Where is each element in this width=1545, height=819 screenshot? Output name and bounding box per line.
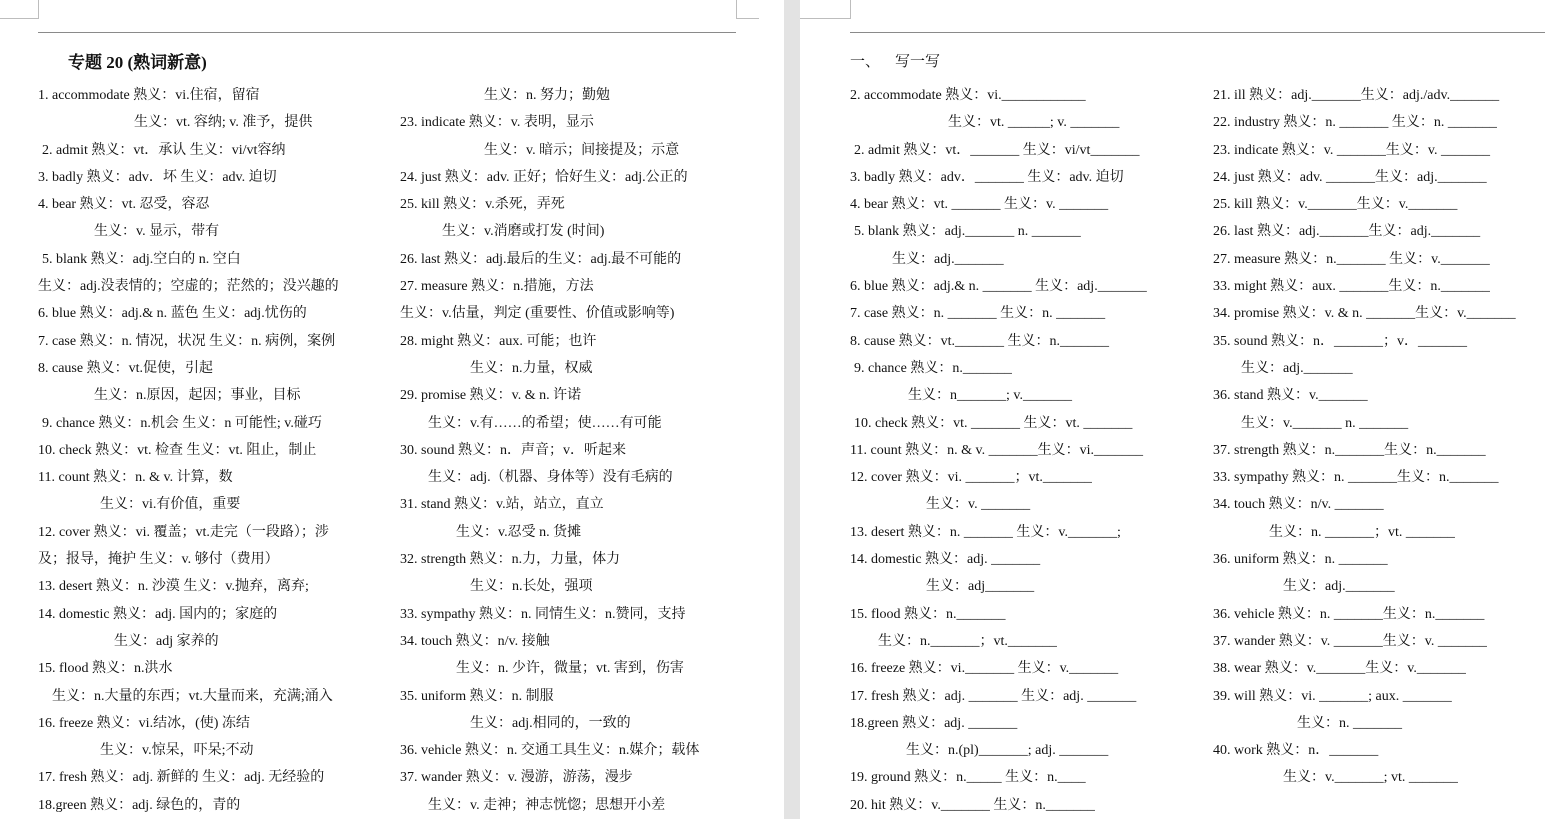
text-line: 生义：v.惊呆，吓呆;不动 xyxy=(100,743,254,759)
column-right-1 xyxy=(850,82,1210,819)
text-line: 28. might 熟义：aux. 可能；也许 xyxy=(400,333,597,349)
text-line: 生义：n. 努力；勤勉 xyxy=(484,88,610,103)
text-line: 23. indicate 熟义：v. 表明，显示 xyxy=(400,115,594,131)
text-line: 37. strength 熟义：n._______生义：n._______ xyxy=(1213,442,1486,458)
text-line: 生义：n.力量，权威 xyxy=(470,360,593,376)
text-line: 40. work 熟义：n．_______ xyxy=(1213,743,1379,759)
text-line: 17. fresh 熟义：adj. _______ 生义：adj. _______ xyxy=(850,688,1137,704)
text-line: 35. sound 熟义：n．_______；v．_______ xyxy=(1213,333,1467,349)
text-line: 6. blue 熟义：adj.& n. _______ 生义：adj._______ xyxy=(850,279,1147,295)
text-line: 生义：adj.相同的，一致的 xyxy=(470,715,631,731)
text-line: 3. badly 熟义：adv．_______ 生义：adv. 迫切 xyxy=(850,169,1124,185)
text-line: 25. kill 熟义：v.杀死，弄死 xyxy=(400,197,565,213)
text-line: 生义：adj._______ xyxy=(892,251,1004,267)
text-line: 生义：vt. 容纳; v. 准予，提供 xyxy=(134,115,313,131)
text-line: 33. might 熟义：aux. _______生义：n._______ xyxy=(1213,279,1490,295)
text-line: 生义：v.有……的希望；使……有可能 xyxy=(428,415,662,431)
text-line: 25. kill 熟义：v._______生义：v._______ xyxy=(1213,197,1458,213)
text-line: 生义：n.原因，起因；事业，目标 xyxy=(94,388,301,404)
header-rule xyxy=(38,32,736,33)
text-line: 2. admit 熟义：vt．承认 生义：vi/vt容纳 xyxy=(42,142,286,158)
text-line: 35. uniform 熟义：n. 制服 xyxy=(400,688,554,704)
column-left-2 xyxy=(400,82,780,819)
text-line: 2. accommodate 熟义：vi.____________ xyxy=(850,88,1086,103)
text-line: 生义：adj.（机器、身体等）没有毛病的 xyxy=(428,470,673,486)
text-line: 36. uniform 熟义：n. _______ xyxy=(1213,552,1388,568)
text-line: 生义：v. 走神；神志恍惚；思想开小差 xyxy=(428,797,666,813)
text-line: 23. indicate 熟义：v. _______生义：v. _______ xyxy=(1213,142,1490,158)
text-line: 2. admit 熟义：vt．_______ 生义：vi/vt_______ xyxy=(854,142,1140,158)
text-line: 36. vehicle 熟义：n. 交通工具生义：n.媒介；载体 xyxy=(400,743,700,759)
text-line: 22. industry 熟义：n. _______ 生义：n. _______ xyxy=(1213,115,1497,131)
text-line: 生义：adj._______ xyxy=(1241,360,1353,376)
text-line: 生义：v. 显示，带有 xyxy=(94,224,220,240)
text-line: 31. stand 熟义：v.站，站立，直立 xyxy=(400,497,604,513)
text-line: 14. domestic 熟义：adj. _______ xyxy=(850,552,1041,568)
section-title: 一、 写一写 xyxy=(850,54,941,70)
text-line: 生义：v. 暗示；间接提及；示意 xyxy=(484,142,680,158)
text-line: 生义：adj._______ xyxy=(1283,579,1395,595)
text-line: 生义：v. _______ xyxy=(926,497,1031,513)
text-line: 生义：n. _______ xyxy=(1297,715,1402,731)
text-line: 37. wander 熟义：v. _______生义：v. _______ xyxy=(1213,633,1487,649)
text-line: 18.green 熟义：adj. 绿色的，青的 xyxy=(38,797,241,813)
text-line: 生义：vt. ______; v. _______ xyxy=(948,115,1120,131)
text-line: 1. accommodate 熟义：vi.住宿，留宿 xyxy=(38,88,260,103)
text-line: 生义：n.(pl)_______; adj. _______ xyxy=(906,743,1109,759)
text-line: 36. stand 熟义：v._______ xyxy=(1213,388,1368,404)
text-line: 11. count 熟义：n. & v. 计算，数 xyxy=(38,470,233,486)
text-line: 32. strength 熟义：n.力，力量，体力 xyxy=(400,552,621,568)
text-line: 10. check 熟义：vt. 检查 生义：vt. 阻止，制止 xyxy=(38,442,317,458)
header-rule xyxy=(850,32,1545,33)
text-line: 7. case 熟义：n. 情况，状况 生义：n. 病例，案例 xyxy=(38,333,336,349)
text-line: 生义：n. _______；vt. _______ xyxy=(1269,524,1455,540)
text-line: 5. blank 熟义：adj._______ n. _______ xyxy=(854,224,1081,240)
text-line: 18.green 熟义：adj. _______ xyxy=(850,715,1018,731)
text-line: 12. cover 熟义：vi. 覆盖；vt.走完（一段路）；涉 xyxy=(38,524,329,540)
text-line: 15. flood 熟义：n.洪水 xyxy=(38,661,173,677)
page-title: 专题 20 (熟词新意) xyxy=(68,53,207,72)
text-line: 34. touch 熟义：n/v. 接触 xyxy=(400,633,550,649)
text-line: 生义：n.长处，强项 xyxy=(470,579,593,595)
text-line: 34. promise 熟义：v. & n. _______生义：v._______ xyxy=(1213,306,1516,322)
text-line: 4. bear 熟义：vt. 忍受，容忍 xyxy=(38,197,210,213)
text-line: 15. flood 熟义：n._______ xyxy=(850,606,1006,622)
text-line: 生义：adj 家养的 xyxy=(114,633,219,649)
text-line: 12. cover 熟义：vi. _______；vt._______ xyxy=(850,470,1092,486)
text-line: 11. count 熟义：n. & v. _______生义：vi._______ xyxy=(850,442,1143,458)
text-line: 8. cause 熟义：vt._______ 生义：n._______ xyxy=(850,333,1109,349)
text-line: 20. hit 熟义：v._______ 生义：n._______ xyxy=(850,797,1095,813)
text-line: 37. wander 熟义：v. 漫游，游荡，漫步 xyxy=(400,770,633,786)
text-line: 9. chance 熟义：n._______ xyxy=(854,360,1012,376)
text-line: 39. will 熟义：vi. _______; aux. _______ xyxy=(1213,688,1452,704)
text-line: 21. ill 熟义：adj._______生义：adj./adv._______ xyxy=(1213,88,1500,103)
text-line: 生义：adj.没表情的；空虚的；茫然的；没兴趣的 xyxy=(38,279,339,295)
text-line: 30. sound 熟义：n．声音；v．听起来 xyxy=(400,442,626,458)
text-line: 24. just 熟义：adv. _______生义：adj._______ xyxy=(1213,169,1487,185)
text-line: 生义：vi.有价值，重要 xyxy=(100,497,241,513)
text-line: 3. badly 熟义：adv．坏 生义：adv. 迫切 xyxy=(38,169,277,185)
text-line: 34. touch 熟义：n/v. _______ xyxy=(1213,497,1384,513)
column-right-2 xyxy=(1213,82,1545,792)
text-line: 27. measure 熟义：n._______ 生义：v._______ xyxy=(1213,251,1490,267)
text-line: 生义：v.估量，判定 (重要性、价值或影响等) xyxy=(400,306,675,322)
text-line: 4. bear 熟义：vt. _______ 生义：v. _______ xyxy=(850,197,1109,213)
text-line: 10. check 熟义：vt. _______ 生义：vt. _______ xyxy=(854,415,1133,431)
text-line: 13. desert 熟义：n. 沙漠 生义：v.抛弃，离弃; xyxy=(38,579,309,595)
text-line: 生义：n. 少许，微量；vt. 害到，伤害 xyxy=(456,661,684,677)
text-line: 27. measure 熟义：n.措施，方法 xyxy=(400,279,594,295)
text-line: 生义：v._______ n. _______ xyxy=(1241,415,1409,431)
text-line: 38. wear 熟义：v._______生义：v._______ xyxy=(1213,661,1466,677)
text-line: 26. last 熟义：adj._______生义：adj._______ xyxy=(1213,224,1481,240)
text-line: 生义：n._______；vt._______ xyxy=(878,633,1057,649)
text-line: 7. case 熟义：n. _______ 生义：n. _______ xyxy=(850,306,1106,322)
text-line: 生义：v.忍受 n. 货摊 xyxy=(456,524,582,540)
text-line: 24. just 熟义：adv. 正好；恰好生义：adj.公正的 xyxy=(400,169,688,185)
page-corner-mark xyxy=(0,0,39,19)
text-line: 生义：n.大量的东西；vt.大量而来，充满;涌入 xyxy=(52,688,333,704)
text-line: 及；报导，掩护 生义：v. 够付（费用） xyxy=(38,552,279,568)
text-line: 13. desert 熟义：n. _______ 生义：v._______; xyxy=(850,524,1121,540)
text-line: 36. vehicle 熟义：n. _______生义：n._______ xyxy=(1213,606,1485,622)
text-line: 19. ground 熟义：n._____ 生义：n.____ xyxy=(850,770,1086,786)
column-left-1 xyxy=(38,82,388,819)
text-line: 生义：adj_______ xyxy=(926,579,1035,595)
text-line: 33. sympathy 熟义：n. _______生义：n._______ xyxy=(1213,470,1499,486)
page-corner-mark xyxy=(800,0,851,19)
text-line: 16. freeze 熟义：vi._______ 生义：v._______ xyxy=(850,661,1119,677)
text-line: 16. freeze 熟义：vi.结冰，(使) 冻结 xyxy=(38,715,250,731)
text-line: 生义：v._______; vt. _______ xyxy=(1283,770,1458,786)
text-line: 17. fresh 熟义：adj. 新鲜的 生义：adj. 无经验的 xyxy=(38,770,325,786)
document-page-right xyxy=(800,0,1545,819)
text-line: 8. cause 熟义：vt.促使，引起 xyxy=(38,360,213,376)
text-line: 6. blue 熟义：adj.& n. 蓝色 生义：adj.忧伤的 xyxy=(38,306,307,322)
text-line: 生义：n_______; v._______ xyxy=(908,388,1072,404)
text-line: 29. promise 熟义：v. & n. 许诺 xyxy=(400,388,582,404)
text-line: 33. sympathy 熟义：n. 同情生义：n.赞同，支持 xyxy=(400,606,686,622)
page-corner-mark xyxy=(736,0,759,19)
text-line: 生义：v.消磨或打发 (时间) xyxy=(442,224,605,240)
text-line: 14. domestic 熟义：adj. 国内的；家庭的 xyxy=(38,606,278,622)
text-line: 9. chance 熟义：n.机会 生义：n 可能性; v.碰巧 xyxy=(42,415,322,431)
text-line: 26. last 熟义：adj.最后的生义：adj.最不可能的 xyxy=(400,251,682,267)
text-line: 5. blank 熟义：adj.空白的 n. 空白 xyxy=(42,251,241,267)
